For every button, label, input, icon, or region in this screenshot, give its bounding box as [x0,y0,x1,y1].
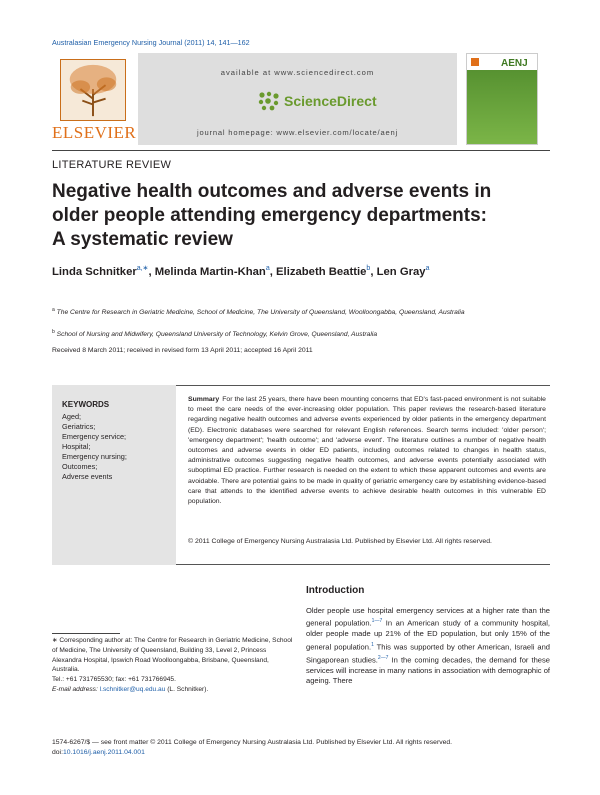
author-affiliation-marker[interactable]: b [366,265,371,272]
available-at-link[interactable]: available at www.sciencedirect.com [220,68,375,77]
correspondence-email-line [52,685,296,695]
keyword-item: Aged; [62,412,82,421]
introduction-paragraph [306,606,550,686]
keywords-panel [52,385,176,565]
keyword-item: Emergency nursing; [62,452,127,461]
correspondence-phone: Tel.: +61 731765530; fax: +61 731766945. [52,676,176,684]
intro-text: Older people use hospital emergency services at a higher rate than the general population. [306,606,550,628]
elsevier-wordmark: ELSEVIER [52,123,137,142]
header-divider [52,150,550,151]
abstract-panel [176,385,550,565]
reference-link[interactable]: 1—7 [371,618,383,625]
corresponding-author-note [52,636,296,695]
page-footer [52,738,452,758]
journal-homepage-link[interactable]: journal homepage: www.elsevier.com/locate/aenj [197,128,398,137]
abstract-text: For the last 25 years, there have been mounting concerns that ED's fast-paced environment is not suitable to meet the care needs of the ever-increasing older population. This paper reviews the research-based literature regarding negative health outcomes and adverse events experienced by older patients in the emergency department (ED). Electronic databases were searched for relevant English references. Search terms included: 'older person'; 'emergency department'; 'health outcome'; and 'adverse event'. The literature outlines a number of negative health outcomes and adverse events in older ED patients, including outcomes related to changes in health status, administrative outcomes suggesting negative health outcomes, and adverse events potentially associated with suboptimal ED practice. Further research is needed on the extent to which these apparent outcomes and events are avoidable. There are potential gains to be made in quality of geriatric emergency care by establishing evidence-based care that attends to the identified adverse events to achieve desirable health outcomes in this vulnerable ED population. [188,396,546,506]
affiliation-marker: a [52,307,55,313]
email-owner: (L. Schnitker). [167,685,209,693]
article-section-label: LITERATURE REVIEW [52,159,172,171]
journal-citation[interactable]: Australasian Emergency Nursing Journal (2011) 14, 141—162 [52,38,250,47]
author-name[interactable]: Elizabeth Beattie [276,265,367,278]
cover-publisher-mark [471,58,479,66]
abstract-copyright: © 2011 College of Emergency Nursing Australasia Ltd. Published by Elsevier Ltd. All rights reserved. [188,538,492,545]
affiliation-a [52,305,552,318]
elsevier-tree-icon [60,59,126,121]
author-affiliation-marker[interactable]: a,∗ [136,265,149,272]
abstract-summary [188,395,546,507]
sciencedirect-banner [138,53,457,145]
doi-label: doi: [52,749,63,756]
received-dates: Received 8 March 2011; received in revised form 13 April 2011; accepted 16 April 2011 [52,347,313,354]
front-matter-notice: 1574-6267/$ — see front matter © 2011 College of Emergency Nursing Australasia Ltd. Published by Elsevier Ltd. All rights reserved. [52,739,453,746]
title-line: Negative health outcomes and adverse events in [52,181,492,202]
affiliation-text: School of Nursing and Midwifery, Queensland University of Technology, Kelvin Grove, Queensland, Australia [56,331,378,339]
intro-text: This was supported by other American, Israeli and Singaporean studies. [306,642,550,665]
author-name[interactable]: Melinda Martin-Khan [154,265,266,278]
affiliation-marker: b [52,329,55,335]
email-link[interactable]: l.schnitker@uq.edu.au [99,685,166,693]
email-label: E-mail address: [52,685,98,693]
article-title [52,180,552,252]
intro-text: In an American study of a community hospital, older people made up 21% of the ED population, but only 15% of the general population. [306,618,551,652]
journal-cover-thumbnail [466,53,538,145]
reference-link[interactable]: 2—7 [377,654,389,661]
keyword-item: Geriatrics; [62,422,96,431]
title-line: older people attending emergency departments: [52,205,487,226]
keyword-item: Adverse events [62,472,113,481]
sciencedirect-icon [256,90,282,112]
footnote-divider [52,633,120,634]
keyword-item: Emergency service; [62,432,127,441]
introduction-heading: Introduction [306,585,365,596]
intro-text: In the coming decades, the demand for these services will increase in many nations in association with demographic of ageing. There [306,655,550,685]
author-affiliation-marker[interactable]: a [425,265,430,272]
keyword-item: Hospital; [62,442,91,451]
reference-link[interactable]: 1 [371,641,374,648]
keyword-item: Outcomes; [62,462,98,471]
keywords-heading: KEYWORDS [62,400,110,409]
affiliation-text: The Centre for Research in Geriatric Medicine, School of Medicine, The University of Queensland, Woolloongabba, Queensland, Australia [56,309,465,317]
doi-line [52,748,452,758]
sciencedirect-wordmark: ScienceDirect [284,93,377,109]
cover-title: AENJ [501,58,528,69]
correspondence-address: ∗ Corresponding author at: The Centre for Research in Geriatric Medicine, School of Medicine, The University of Queensland, Building 33, Level 2, Princess Alexandra Hospital, Ipswich Road Woolloongabba, Brisbane, Queensland, Australia. [52,637,293,674]
elsevier-logo [52,55,137,143]
title-line: A systematic review [52,229,233,250]
doi-link[interactable]: 10.1016/j.aenj.2011.04.001 [62,749,145,756]
author-list: Linda Schnitker$^{a,∗}$, Melinda Martin-Khan$^a$, Elizabeth Beattie$^b$, Len Gray$^a$ [52,265,430,278]
author-name[interactable]: Len Gray [376,265,426,278]
keywords-list [62,412,127,482]
author-affiliation-marker[interactable]: a [265,265,270,272]
affiliation-b [52,327,552,340]
abstract-label: Summary [188,396,220,403]
author-name[interactable]: Linda Schnitker [52,265,137,278]
